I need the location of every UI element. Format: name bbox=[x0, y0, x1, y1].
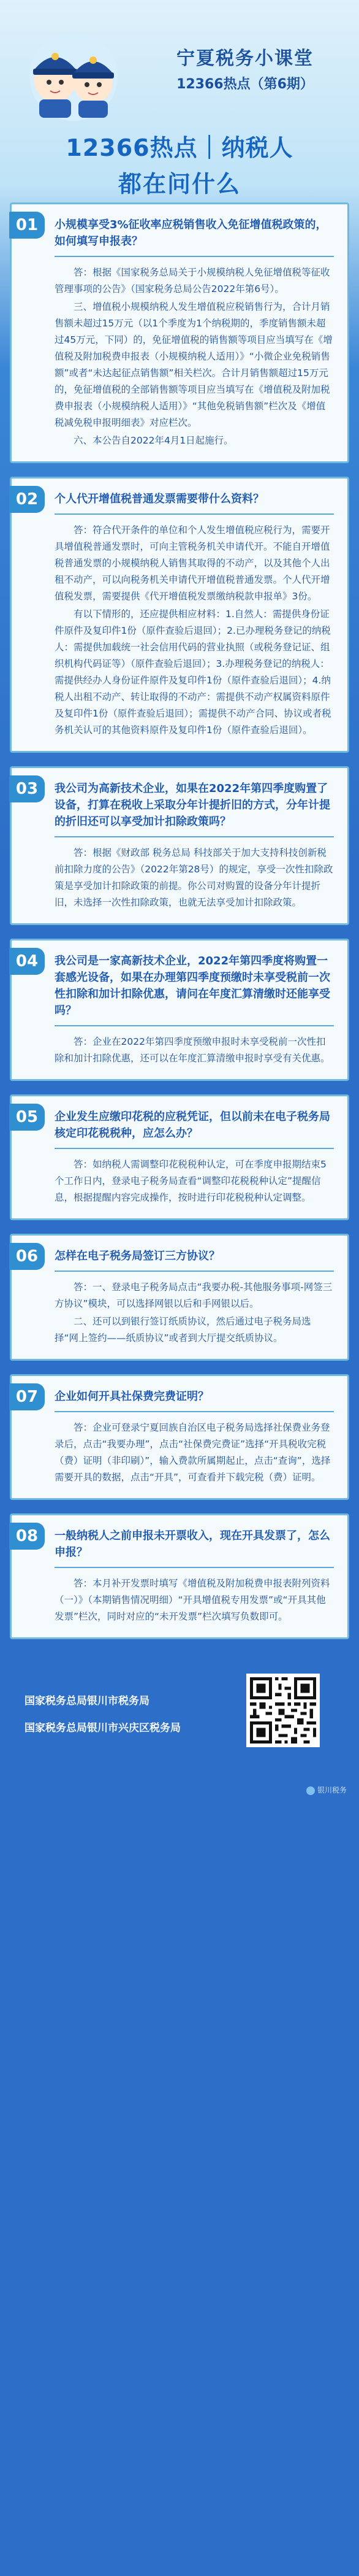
card-number: 03 bbox=[9, 775, 45, 802]
card-number: 07 bbox=[9, 1383, 45, 1410]
qa-card-02 bbox=[10, 477, 349, 753]
footer-org-2: 国家税务总局银川市兴庆区税务局 bbox=[25, 1722, 181, 1734]
question: 个人代开增值税普通发票需要带什么资料？ bbox=[55, 491, 334, 515]
answer-paragraph: 答：本月补开发票时填写《增值税及附加税费申报表附列资料（一）》（本期销售情况明细）“开具增值税专用发票”或“开具其他发票”栏次，同时对应的“未开发票”栏次填写负数即可。 bbox=[55, 1578, 330, 1622]
watermark-text: 银川税务 bbox=[317, 1786, 347, 1794]
card-number: 04 bbox=[9, 948, 45, 975]
headline-line2: 都在问什么 bbox=[118, 171, 241, 198]
qa-card-01 bbox=[10, 202, 349, 463]
brand-block bbox=[147, 43, 343, 93]
qa-card-04 bbox=[10, 939, 349, 1081]
answer-paragraph: 二、还可以到银行签订纸质协议，然后通过电子税务局选择“网上签约——纸质协议”或者到大厅提交纸质协议。 bbox=[55, 1316, 311, 1344]
question: 企业发生应缴印花税的应税凭证，但以前未在电子税务局核定印花税税种，应怎么办？ bbox=[55, 1109, 334, 1149]
answer-paragraph: 三、增值税小规模纳税人发生增值税应税销售行为，合计月销售额未超过15万元（以1个季度为1个纳税期的，季度销售额未超过45万元，下同）的，免征增值税的销售额等项目应当填写在《增值税及附加税费申报表（小规模纳税人适用）》“小微企业免税销售额”或者“未达起征点销售额”相关栏次。合计月销售额超过15万元的，免征增值税的全部销售额等项目应当填写在《增值税及附加税费申报表（小规模纳税人适用）》“其他免税销售额”栏次及《增值税减免税申报明细表》对应栏次。 bbox=[55, 301, 333, 428]
question: 我公司是一家高新技术企业，2022年第四季度将购置一套感光设备，如果在办理第四季度预缴时未享受税前一次性扣除和加计扣除优惠，请问在年度汇算清缴时还能享受吗？ bbox=[55, 953, 334, 1026]
qa-list bbox=[0, 202, 359, 1639]
answer-paragraph: 答：企业在2022年第四季度预缴申报时未享受税前一次性扣除和加计扣除优惠，还可以在年度汇算清缴申报时享受有关优惠。 bbox=[55, 1036, 330, 1064]
mascot-illustration bbox=[12, 18, 135, 123]
question: 我公司为高新技术企业，如果在2022年第四季度购置了设备，打算在税收上采取分年计提折旧的方式，分年计提的折旧还可以享受加计扣除政策吗？ bbox=[55, 780, 334, 837]
qa-card-05 bbox=[10, 1094, 349, 1220]
footer bbox=[0, 1653, 359, 1806]
watermark bbox=[306, 1785, 347, 1795]
answer bbox=[55, 1575, 334, 1625]
question: 怎样在电子税务局签订三方协议？ bbox=[55, 1248, 334, 1272]
issue-label: 12366热点（第6期） bbox=[176, 77, 314, 92]
qr-code-icon bbox=[246, 1674, 320, 1747]
answer bbox=[55, 845, 334, 911]
card-number: 01 bbox=[9, 212, 45, 239]
wechat-icon bbox=[306, 1786, 315, 1795]
answer-paragraph: 六、本公告自2022年4月1日起施行。 bbox=[74, 435, 233, 446]
headline-line1: 12366热点｜纳税人 bbox=[66, 134, 293, 161]
qa-card-07 bbox=[10, 1374, 349, 1500]
answer-paragraph: 有以下情形的，还应提供相应材料：1.自然人：需提供身份证件原件及复印件1份（原件查验后退回）；2.已办理税务登记的纳税人：需提供加载统一社会信用代码的营业执照（或税务登记证、组织机构代码证等）（原件查验后退回）；3.办理税务登记的纳税人：需提供经办人身份证件原件及复印件1份（原件查验后退回）；4.纳税人出租不动产、转让取得的不动产：需提供不动产权属资料原件及复印件1份（原件查验后退回）；需提供不动产合同、协议或者税务机关认可的其他资料原件及复印件1份（原件查验后退回）。 bbox=[55, 609, 331, 736]
question: 小规模享受3%征收率应税销售收入免征增值税政策的，如何填写申报表？ bbox=[55, 217, 334, 257]
program-title: 宁夏税务小课堂 bbox=[176, 48, 314, 69]
card-number: 06 bbox=[9, 1243, 45, 1270]
question: 企业如何开具社保费完费证明？ bbox=[55, 1388, 334, 1412]
answer-paragraph: 答：如纳税人需调整印花税税种认定，可在季度申报期结束5个工作日内，登录电子税务局查看“调整印花税税种认定”提醒信息，根据提醒内容完成操作，按时进行印花税税种认定调整。 bbox=[55, 1159, 327, 1203]
answer-paragraph: 答：根据《财政部 税务总局 科技部关于加大支持科技创新税前扣除力度的公告》（2022年第28号）的规定，享受一次性扣除政策是享受加计扣除政策的前提。你公司对购置的设备分年计提折旧，未选择一次性扣除政策，也就无法享受加计扣除政策。 bbox=[55, 847, 333, 908]
header bbox=[0, 0, 359, 202]
qa-card-08 bbox=[10, 1513, 349, 1639]
answer bbox=[55, 1156, 334, 1206]
card-number: 02 bbox=[9, 486, 45, 513]
answer-paragraph: 答：企业可登录宁夏回族自治区电子税务局选择社保费业务登录后，点击“我要办理”，点击“社保费完费证”选择“开具税收完税（费）证明（非印刷）”，输入费款所属期起止，点击“查询”，选择需要开具的数据，点击“开具”，可查看并下载完税（费）证明。 bbox=[55, 1422, 331, 1483]
answer bbox=[55, 1279, 334, 1347]
qa-card-03 bbox=[10, 766, 349, 925]
card-number: 05 bbox=[9, 1104, 45, 1131]
answer bbox=[55, 1034, 334, 1067]
answer bbox=[55, 1420, 334, 1486]
question: 一般纳税人之前申报未开票收入，现在开具发票了，怎么申报？ bbox=[55, 1528, 334, 1568]
answer-paragraph: 答：符合代开条件的单位和个人发生增值税应税行为，需要开具增值税普通发票时，可向主管税务机关申请代开。不能自开增值税普通发票的小规模纳税人销售其取得的不动产，以及其他个人出租不动产，可以向税务机关申请代开增值税普通发票。个人代开增值税发票，需要提供《代开增值税发票缴纳税款申报单》3份。 bbox=[55, 525, 330, 602]
answer bbox=[55, 522, 334, 739]
answer bbox=[55, 264, 334, 449]
footer-org-1: 国家税务总局银川市税务局 bbox=[25, 1695, 149, 1707]
card-number: 08 bbox=[9, 1523, 45, 1550]
qa-card-06 bbox=[10, 1234, 349, 1361]
headline bbox=[0, 129, 359, 199]
answer-paragraph: 答：根据《国家税务总局关于小规模纳税人免征增值税等征收管理事项的公告》（国家税务总局公告2022年第6号）。 bbox=[55, 267, 330, 294]
answer-paragraph: 答：一、登录电子税务局点击“我要办税-其他服务事项-网签三方协议”模块，可以选择网银以后和手网银以后。 bbox=[55, 1282, 333, 1309]
